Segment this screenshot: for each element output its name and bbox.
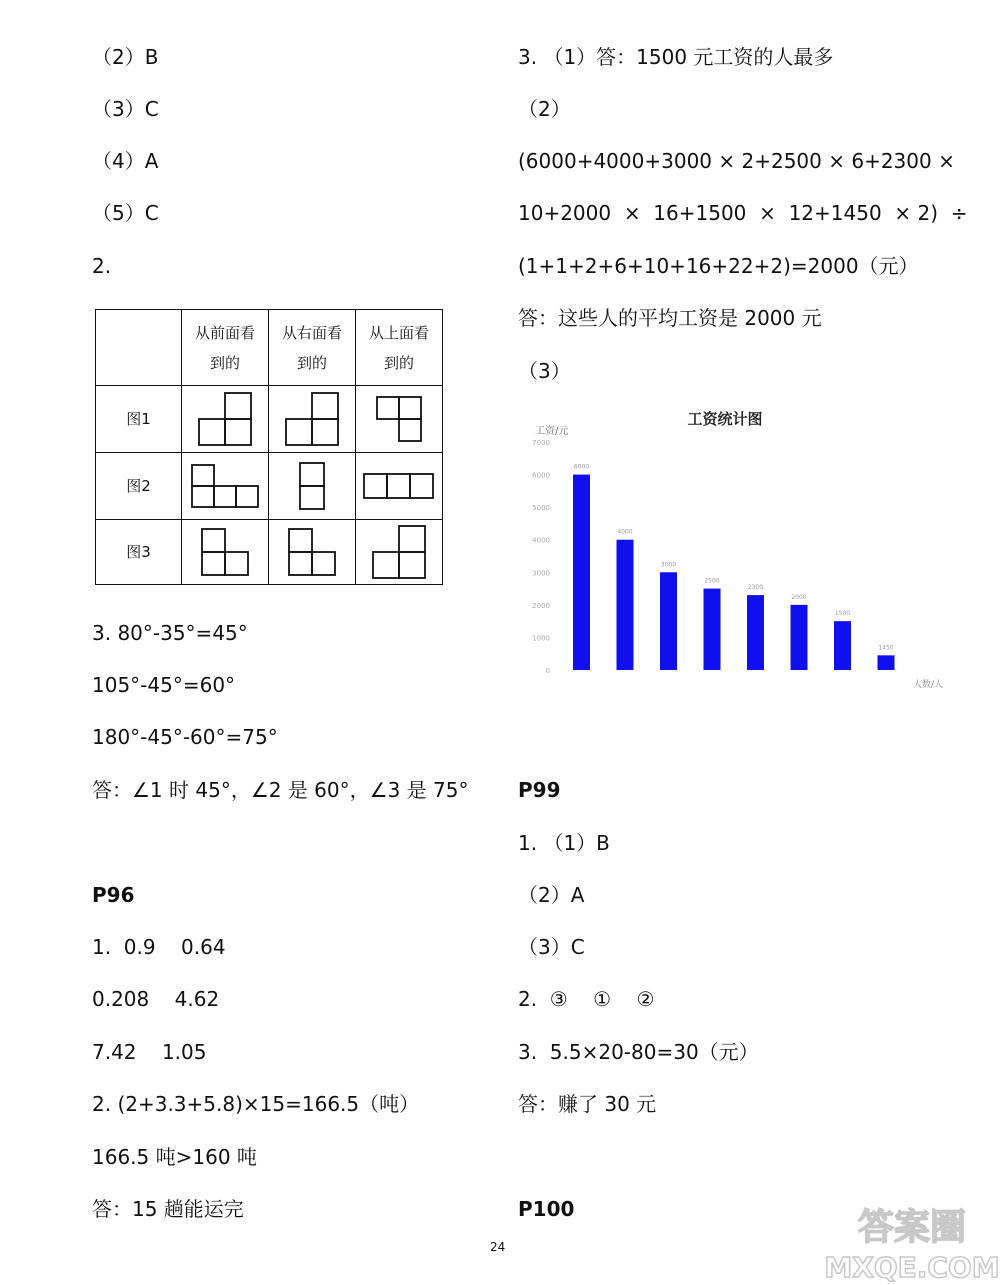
bar-data-label: 2500 bbox=[704, 577, 720, 585]
y-tick-label: 6000 bbox=[532, 471, 550, 480]
answer-line: （2）A bbox=[518, 883, 585, 907]
view-cell bbox=[269, 453, 356, 520]
table-header-cell bbox=[356, 310, 443, 386]
answer-line: 1. （1）B bbox=[518, 831, 610, 855]
watermark-logo-url: MXQE.COM bbox=[824, 1251, 1000, 1284]
answer-line: 2. (2+3.3+5.8)×15=166.5（吨） bbox=[92, 1092, 420, 1116]
header-top-view: 从上面看到的 bbox=[369, 323, 430, 372]
table-header-cell bbox=[269, 310, 356, 386]
answer-line: 166.5 吨>160 吨 bbox=[92, 1145, 257, 1169]
y-tick-label: 7000 bbox=[532, 439, 550, 447]
answer-line: 1. 0.9 0.64 bbox=[92, 935, 226, 959]
chart-bar bbox=[791, 605, 808, 670]
answer-line: （4）A bbox=[92, 149, 159, 173]
bar-data-label: 3000 bbox=[660, 561, 677, 569]
answer-line: 3. 80°-35°=45° bbox=[92, 621, 248, 645]
right-view-figure-2 bbox=[298, 461, 326, 511]
row-label: 图3 bbox=[96, 520, 182, 585]
answer-line: 答：∠1 时 45°，∠2 是 60°，∠3 是 75° bbox=[92, 778, 469, 802]
front-view-figure-2 bbox=[190, 463, 260, 509]
answer-line: （5）C bbox=[92, 201, 159, 225]
answer-line: （2） bbox=[518, 97, 571, 121]
chart-bar bbox=[573, 475, 590, 670]
chart-bar bbox=[660, 572, 677, 670]
section-heading-p99: P99 bbox=[518, 778, 561, 802]
section-heading-p96: P96 bbox=[92, 883, 135, 907]
y-tick-label: 2000 bbox=[532, 601, 550, 610]
watermark-logo bbox=[820, 1195, 1000, 1285]
answer-line: 180°-45°-60°=75° bbox=[92, 725, 278, 749]
bar-data-label: 2300 bbox=[747, 584, 764, 592]
header-right-view: 从右面看到的 bbox=[282, 323, 343, 372]
table-row bbox=[96, 520, 443, 585]
answer-line: 10+2000 × 16+1500 × 12+1450 × 2) ÷ bbox=[518, 201, 968, 225]
answer-line: （3）C bbox=[92, 97, 159, 121]
y-tick-label: 4000 bbox=[532, 536, 550, 545]
view-cell bbox=[269, 386, 356, 453]
bar-data-label: 1500 bbox=[834, 610, 851, 618]
bar-data-label: 2000 bbox=[791, 593, 807, 601]
watermark-logo-text: 答案圈 bbox=[857, 1207, 967, 1248]
bar-data-label: 1450 bbox=[878, 644, 894, 652]
table-header-cell bbox=[96, 310, 182, 386]
view-cell bbox=[269, 520, 356, 585]
view-cell bbox=[182, 453, 269, 520]
view-cell bbox=[182, 386, 269, 453]
y-tick-label: 0 bbox=[545, 667, 550, 675]
front-view-figure-3 bbox=[200, 527, 250, 577]
table-row bbox=[96, 453, 443, 520]
view-cell bbox=[356, 386, 443, 453]
answer-line: （2）B bbox=[92, 45, 159, 69]
row-label: 图2 bbox=[96, 453, 182, 520]
right-view-figure-3 bbox=[287, 527, 337, 577]
row-label: 图1 bbox=[96, 386, 182, 453]
answer-line: 答：赚了 30 元 bbox=[518, 1092, 657, 1116]
right-view-figure-1 bbox=[284, 391, 340, 447]
bar-data-label: 4000 bbox=[617, 528, 633, 536]
top-view-figure-2 bbox=[362, 472, 436, 500]
top-view-figure-1 bbox=[375, 395, 423, 443]
header-front-view: 从前面看到的 bbox=[195, 323, 256, 372]
section-heading-p100: P100 bbox=[518, 1197, 575, 1221]
table-header-row bbox=[96, 310, 443, 386]
chart-bar bbox=[878, 655, 895, 670]
wage-bar-chart bbox=[515, 400, 955, 700]
answer-line: 7.42 1.05 bbox=[92, 1040, 207, 1064]
chart-bar bbox=[747, 595, 764, 670]
view-cell bbox=[182, 520, 269, 585]
answer-line: (1+1+2+6+10+16+22+2)=2000（元） bbox=[518, 254, 919, 278]
front-view-figure-1 bbox=[197, 391, 253, 447]
top-view-figure-3 bbox=[371, 524, 427, 580]
chart-bar bbox=[834, 621, 851, 670]
answer-line: 2. bbox=[92, 254, 112, 278]
page-number: 24 bbox=[490, 1240, 506, 1254]
chart-bar bbox=[617, 540, 634, 670]
y-tick-label: 5000 bbox=[532, 504, 550, 513]
views-table bbox=[95, 309, 443, 585]
answer-line: (6000+4000+3000 × 2+2500 × 6+2300 × bbox=[518, 149, 955, 173]
view-cell bbox=[356, 520, 443, 585]
answer-line: 3. （1）答：1500 元工资的人最多 bbox=[518, 45, 834, 69]
chart-title: 工资统计图 bbox=[687, 410, 763, 428]
chart-bar bbox=[704, 589, 721, 670]
table-row bbox=[96, 386, 443, 453]
answer-line: 3. 5.5×20-80=30（元） bbox=[518, 1040, 759, 1064]
answer-line: 2. ③ ① ② bbox=[518, 987, 655, 1011]
answer-line: 105°-45°=60° bbox=[92, 673, 236, 697]
answer-line: 答：这些人的平均工资是 2000 元 bbox=[518, 306, 822, 330]
y-tick-label: 3000 bbox=[532, 569, 550, 578]
answer-line: （3） bbox=[518, 359, 571, 383]
answer-line: 0.208 4.62 bbox=[92, 987, 220, 1011]
answer-line: 答：15 趟能运完 bbox=[92, 1197, 244, 1221]
view-cell bbox=[356, 453, 443, 520]
chart-x-axis-label: 人数/人 bbox=[913, 680, 944, 690]
bar-data-label: 6000 bbox=[573, 463, 590, 471]
table-header-cell bbox=[182, 310, 269, 386]
chart-y-axis-label: 工资/元 bbox=[535, 426, 569, 437]
answer-line: （3）C bbox=[518, 935, 585, 959]
y-tick-label: 1000 bbox=[532, 634, 550, 643]
